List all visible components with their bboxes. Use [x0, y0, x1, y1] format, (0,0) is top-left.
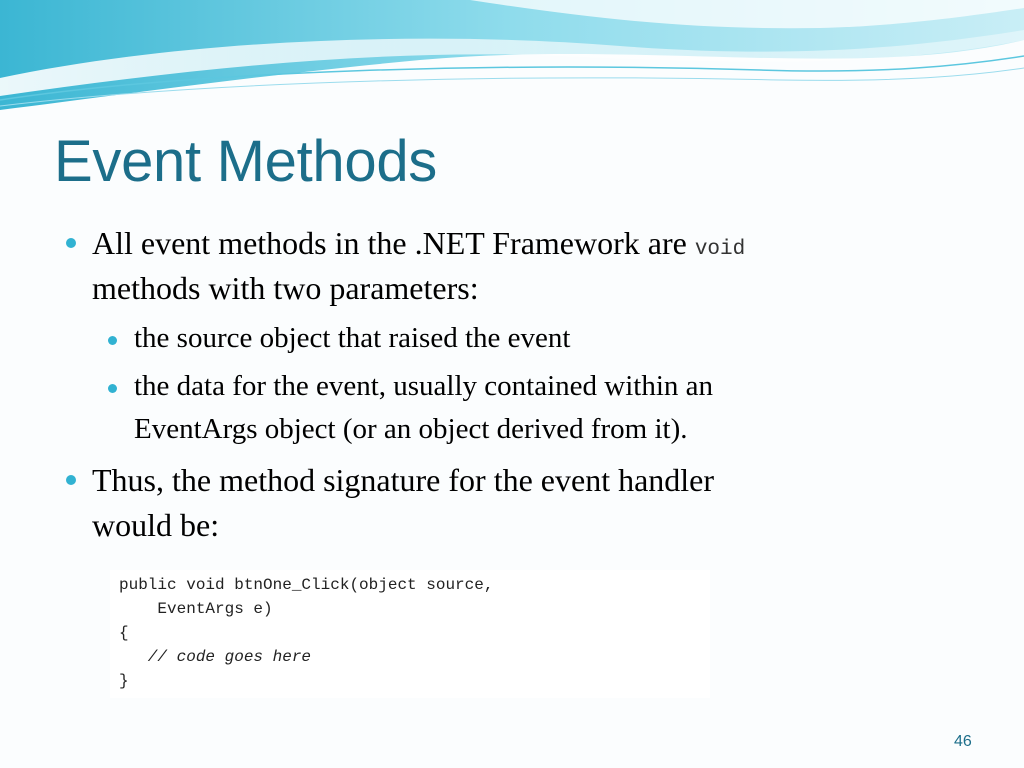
bullet-2-line-2: would be:	[92, 507, 220, 543]
void-keyword: void	[694, 238, 746, 261]
sub-bullet-dot-icon	[108, 384, 117, 393]
code-line-3: {	[119, 624, 129, 642]
sub-bullet-2-line-1: the data for the event, usually contained within an	[134, 370, 714, 402]
bullet-1-line-2: methods with two parameters:	[92, 270, 479, 306]
code-line-5: }	[119, 672, 129, 690]
sub-bullet-dot-icon	[108, 336, 117, 345]
code-line-2: EventArgs e)	[119, 600, 273, 618]
code-comment: // code goes here	[119, 648, 312, 666]
page-number: 46	[954, 733, 972, 750]
code-line-1: public void btnOne_Click(object source,	[119, 576, 494, 594]
code-block	[110, 570, 710, 698]
sub-bullet-2-line-2: EventArgs object (or an object derived from it).	[134, 413, 688, 445]
bullet-2-line-1: Thus, the method signature for the event handler	[92, 462, 715, 498]
sub-bullet-1: the source object that raised the event	[134, 322, 571, 354]
bullet-dot-icon	[66, 475, 76, 485]
bullet-1-line-1	[92, 225, 745, 262]
header-wave-decoration	[0, 0, 1024, 120]
slide-title: Event Methods	[54, 129, 437, 194]
bullet-1-text: All event methods in the .NET Framework are	[92, 225, 687, 261]
bullet-dot-icon	[66, 238, 76, 248]
